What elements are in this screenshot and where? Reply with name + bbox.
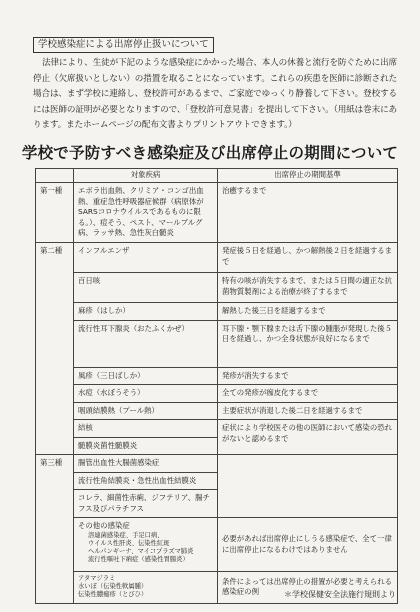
table-row <box>36 455 398 473</box>
period-cell: 特有の咳が消失するまで、または５日間の適正な抗菌物質製剤による治療が終了するまで <box>218 273 398 303</box>
table-row <box>36 303 398 321</box>
table-row <box>36 420 398 438</box>
table-title: 学校で予防すべき感染症及び出席停止の期間について <box>21 144 399 162</box>
table-row <box>36 243 398 273</box>
disease-cell <box>74 518 218 572</box>
period-cell: 症状により学校医その他の医師において感染の恐れがないと認めるまで <box>218 420 398 455</box>
period-cell: 治癒するまで <box>218 183 398 243</box>
disease-cell: 水痘（水ぼうそう） <box>74 385 218 403</box>
table-row <box>36 518 398 572</box>
other-title: その他の感染症 <box>78 521 130 530</box>
other-item: 溶連菌感染症、手足口病、 <box>88 531 164 539</box>
disease-cell: 咽頭結膜熱（プール熱） <box>74 402 218 420</box>
period-cell: 主要症状が消退した後二日を経過するまで <box>218 402 398 420</box>
category-cell: 第二種 <box>36 243 74 455</box>
disease-cell: 流行性耳下腺炎（おたふくかぜ） <box>74 320 218 367</box>
period-cell: 全ての発疹が痂皮化するまで <box>218 385 398 403</box>
disease-cell: 髄膜炎菌性髄膜炎 <box>74 437 218 455</box>
period-cell: 発症後５日を経過し、かつ解熱後２日を経過するまで <box>218 243 398 273</box>
notice-heading: 学校感染症による出席停止扱いについて <box>33 37 214 53</box>
source-note: ＊学校保健安全法施行規則より <box>284 590 396 599</box>
disease-cell: 百日咳 <box>74 273 218 303</box>
disease-cell: 麻疹（はしか） <box>74 303 218 321</box>
infection-table <box>35 168 398 604</box>
disease-cell: インフルエンザ <box>74 243 218 273</box>
period-cell: 条件によっては出席停止の措置が必要と考えられる感染症の例 <box>218 572 398 604</box>
table-row <box>36 273 398 303</box>
table-row-cat1 <box>36 183 398 243</box>
table-row <box>36 367 398 385</box>
header-period: 出席停止の期間基準 <box>218 169 398 183</box>
disease-cell <box>74 572 218 604</box>
table-row <box>36 402 398 420</box>
period-cell: 必要があれば出席停止にしうる感染症で、全て一律に出席停止になるわけではありません <box>218 518 398 572</box>
category-cell: 第一種 <box>36 183 74 243</box>
disease-cell: コレラ、細菌性赤痢、ジフテリア、腸チフス及びパラチフス <box>74 490 218 518</box>
disease-cell: エボラ出血熱、クリミア・コンゴ出血熱、重症急性呼吸器症候群（病原体がSARSコロナウイルスであるものに限る。）、痘そう、ペスト、マールブルグ病、ラッサ熱、急性灰白髄炎 <box>74 183 218 243</box>
disease-cell: 流行性角結膜炎・急性出血性結膜炎 <box>74 472 218 490</box>
disease-cell: 腸管出血性大腸菌感染症 <box>74 455 218 473</box>
disease-cell: 風疹（三日ばしか） <box>74 367 218 385</box>
last-item: 伝染性膿痂疹（とびひ） <box>78 591 148 599</box>
disease-cell: 結核 <box>74 420 218 438</box>
header-category <box>36 169 74 183</box>
period-cell: 耳下腺・顎下腺または舌下腺の腫脹が発現した後５日を経過し、かつ全身状態が良好になるまで <box>218 320 398 367</box>
other-item: 流行性嘔吐下痢症（感染性胃腸炎） <box>88 556 189 564</box>
other-item: ウイルス性肝炎、伝染性紅斑 <box>88 539 170 547</box>
category-cell: 第三種 <box>36 455 74 604</box>
table-header-row <box>36 169 398 183</box>
period-cell <box>218 455 398 518</box>
last-item: 水いぼ（伝染性軟属腫） <box>78 583 148 591</box>
notice-paragraph: 法律により、生徒が下記のような感染症にかかった場合、本人の休養と流行を防ぐために出席停止（欠席扱いとしない）の措置を取ることになっています。これらの疾患を医師に診断された場合は、まず学校に連絡し、登校許可があるまで、ご家庭でゆっくり静養して下さい。登校するには医師の証明が必要となりますので、「登校許可意見書」を提出して下さい。（用紙は巻末にあります。またホームページの配布文書よりプリントアウトできます。） <box>33 58 397 130</box>
period-cell: 発疹が消失するまで <box>218 367 398 385</box>
period-cell: 解熱した後三日を経過するまで <box>218 303 398 321</box>
last-item: アタマジラミ <box>78 575 116 582</box>
table-row <box>36 385 398 403</box>
table-row <box>36 320 398 367</box>
other-item: ヘルパンギーナ、マイコプラズマ肺炎 <box>88 547 194 555</box>
header-disease: 対象疾病 <box>74 169 218 183</box>
